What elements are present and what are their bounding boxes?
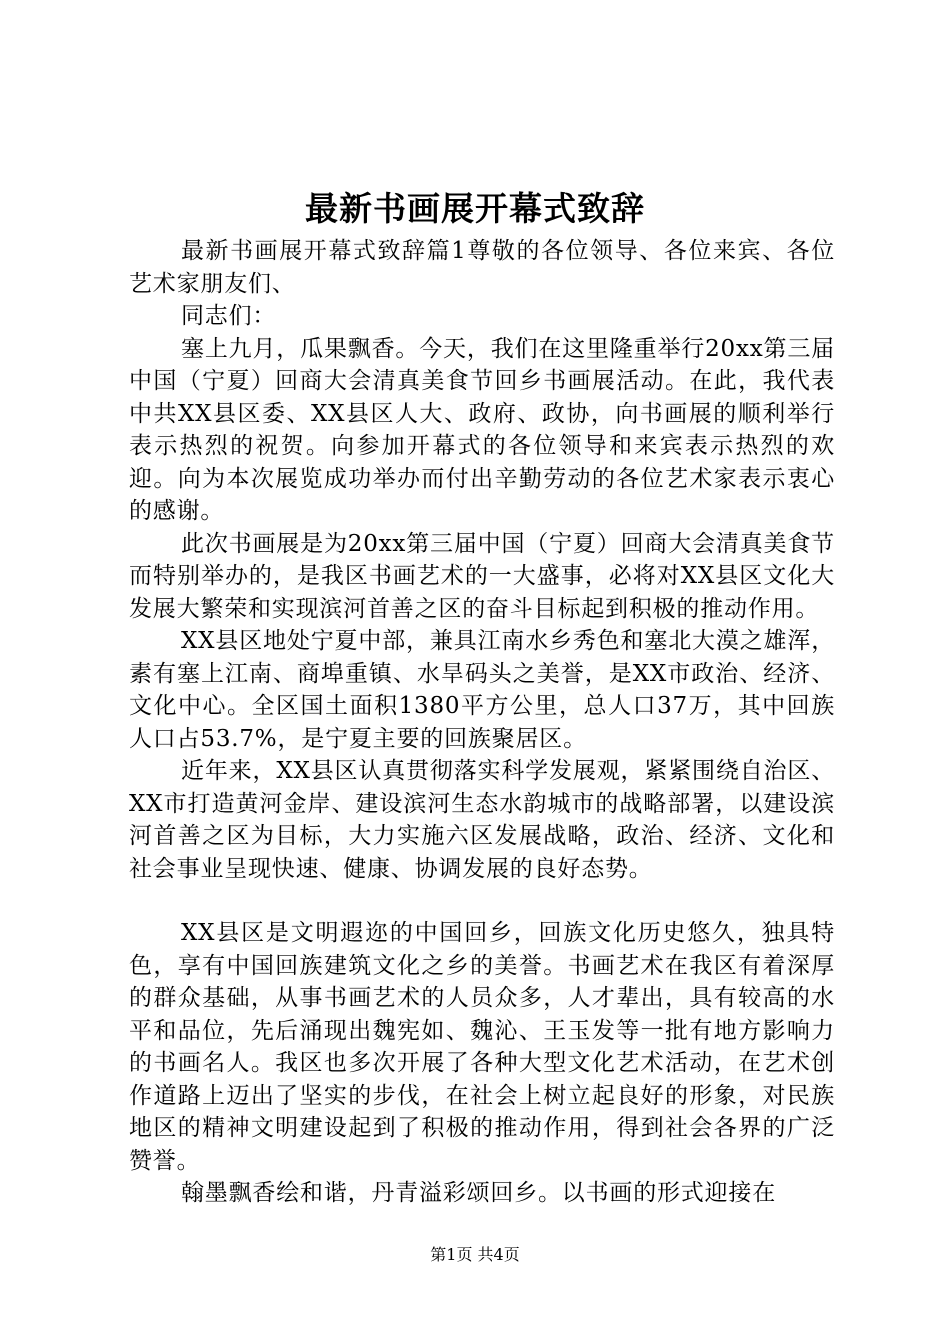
document-title: 最新书画展开幕式致辞	[305, 189, 645, 228]
paragraph-opening: 塞上九月，瓜果飘香。今天，我们在这里隆重举行20xx第三届中国（宁夏）回商大会清真美食节回乡书画展活动。在此，我代表中共XX县区委、XX县区人大、政府、政协，向书画展的顺利举行表示热烈的祝贺。向参加开幕式的各位领导和来宾表示热烈的欢迎。向为本次展览成功举办而付出辛勤劳动的各位艺术家表示衷心的感谢。	[129, 335, 835, 524]
paragraph-region-intro: XX县区地处宁夏中部，兼具江南水乡秀色和塞北大漠之雄浑，素有塞上江南、商埠重镇、水旱码头之美誉，是XX市政治、经济、文化中心。全区国土面积1380平方公里，总人口37万，其中回族人口占53.7%，是宁夏主要的回族聚居区。	[129, 628, 835, 752]
paragraph-culture: XX县区是文明遐迩的中国回乡，回族文化历史悠久，独具特色，享有中国回族建筑文化之乡的美誉。书画艺术在我区有着深厚的群众基础，从事书画艺术的人员众多，人才辈出，具有较高的水平和品位，先后涌现出魏宪如、魏沁、王玉发等一批有地方影响力的书画名人。我区也多次开展了各种大型文化艺术活动，在艺术创作道路上迈出了坚实的步伐，在社会上树立起良好的形象，对民族地区的精神文明建设起到了积极的推动作用，得到社会各界的广泛赞誉。	[129, 920, 835, 1174]
page-number: 第1页 共4页	[430, 1245, 520, 1264]
paragraph-development: 近年来，XX县区认真贯彻落实科学发展观，紧紧围绕自治区、XX市打造黄河金岸、建设滨河生态水韵城市的战略部署，以建设滨河首善之区为目标，大力实施六区发展战略，政治、经济、文化和社会事业呈现快速、健康、协调发展的良好态势。	[129, 758, 835, 882]
paragraph-closing: 翰墨飘香绘和谐，丹青溢彩颂回乡。以书画的形式迎接在	[181, 1180, 776, 1206]
paragraph-salutation: 同志们：	[181, 303, 277, 329]
document-body	[129, 235, 835, 1210]
paragraph-purpose: 此次书画展是为20xx第三届中国（宁夏）回商大会清真美食节而特别举办的，是我区书画艺术的一大盛事，必将对XX县区文化大发展大繁荣和实现滨河首善之区的奋斗目标起到积极的推动作用。	[129, 530, 835, 622]
paragraph-greeting: 最新书画展开幕式致辞篇1尊敬的各位领导、各位来宾、各位艺术家朋友们、	[129, 238, 835, 297]
